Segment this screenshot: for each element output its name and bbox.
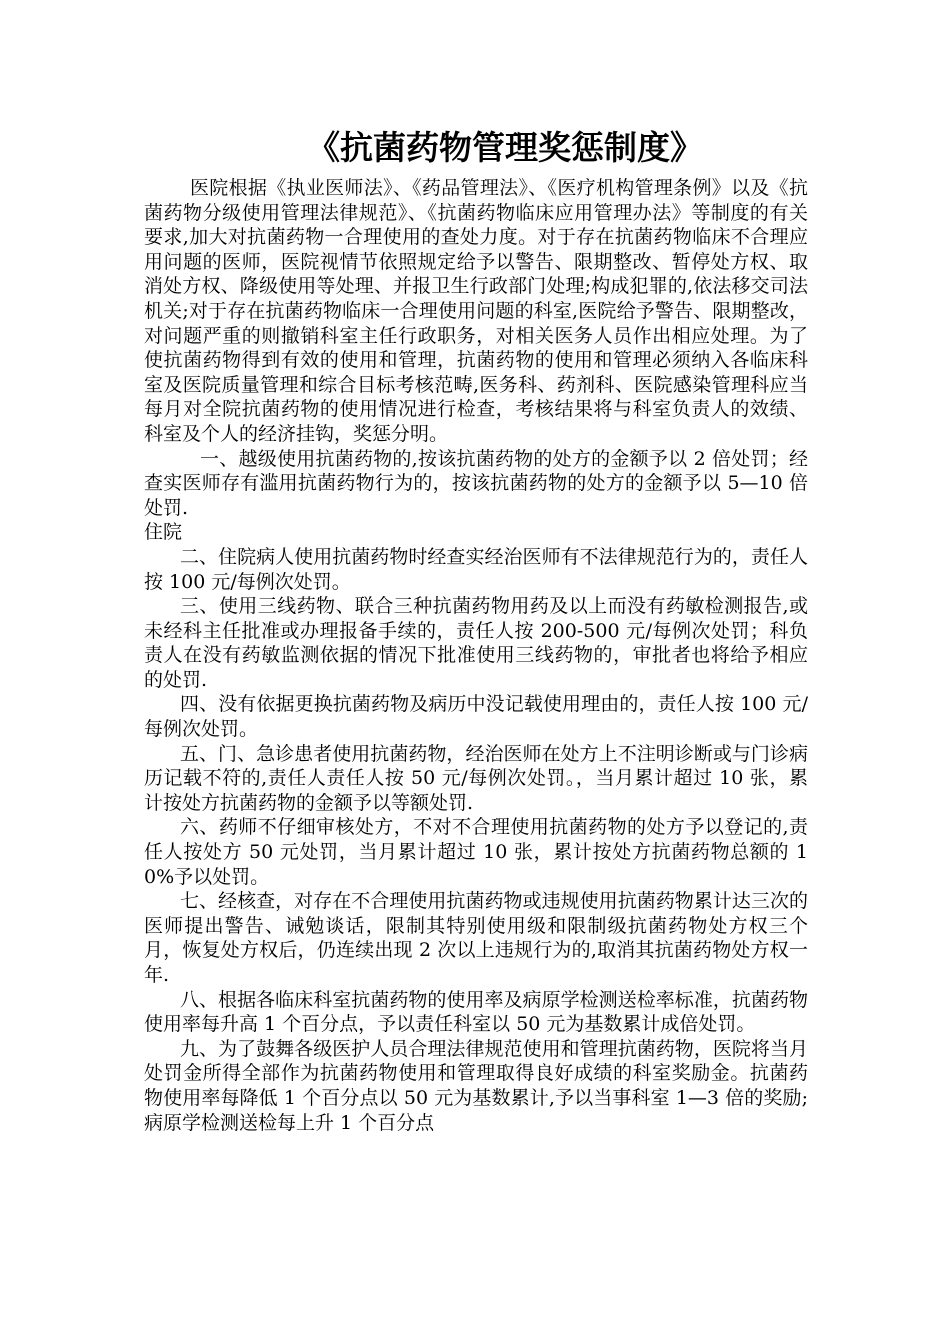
rule-3-paragraph: 三、使用三线药物、联合三种抗菌药物用药及以上而没有药敏检测报告,或未经科主任批准或办理报备手续的，责任人按 200-500 元/每例次处罚；科负责人在没有药敏监测依据的情况下批准使用三线药物的，审批者也将给予相应的处罚. — [144, 595, 808, 691]
rule-4-paragraph: 四、没有依据更换抗菌药物及病历中没记载使用理由的，责任人按 100 元/每例次处罚。 — [144, 693, 808, 741]
rule-2-paragraph: 二、住院病人使用抗菌药物时经查实经治医师有不法律规范行为的，责任人按 100 元/每例次处罚。 — [144, 545, 808, 593]
rule-6-paragraph: 六、药师不仔细审核处方，不对不合理使用抗菌药物的处方予以登记的,责任人按处方 50 元处罚，当月累计超过 10 张，累计按处方抗菌药物总额的 10%予以处罚。 — [144, 816, 808, 888]
rule-8-paragraph: 八、根据各临床科室抗菌药物的使用率及病原学检测送检率标准，抗菌药物使用率每升高 1 个百分点，予以责任科室以 50 元为基数累计成倍处罚。 — [144, 988, 808, 1036]
document-title: 《抗菌药物管理奖惩制度》 — [307, 128, 703, 167]
section-label-inpatient: 住院 — [144, 521, 183, 544]
intro-paragraph: 医院根据《执业医师法》、《药品管理法》、《医疗机构管理条例》以及《抗菌药物分级使用管理法律规范》、《抗菌药物临床应用管理办法》等制度的有关要求,加大对抗菌药物一合理使用的查处力度。对于存在抗菌药物临床不合理应用问题的医师，医院视情节依照规定给予以警告、限期整改、暂停处方权、取消处方权、降级使用等处理、并报卫生行政部门处理;构成犯罪的,依法移交司法机关;对于存在抗菌药物临床一合理使用问题的科室,医院给予警告、限期整改，对问题严重的则撤销科室主任行政职务，对相关医务人员作出相应处理。为了使抗菌药物得到有效的使用和管理，抗菌药物的使用和管理必须纳入各临床科室及医院质量管理和综合目标考核范畴,医务科、药剂科、医院感染管理科应当每月对全院抗菌药物的使用情况进行检查，考核结果将与科室负责人的效绩、科室及个人的经济挂钩，奖惩分明。 — [144, 177, 808, 445]
document-body — [144, 176, 808, 1135]
rule-9-paragraph: 九、为了鼓舞各级医护人员合理法律规范使用和管理抗菌药物，医院将当月处罚金所得全部作为抗菌药物使用和管理取得良好成绩的科室奖励金。抗菌药物使用率每降低 1 个百分点以 50 元为基数累计,予以当事科室 1—3 倍的奖励;病原学检测送检每上升 1 个百分点 — [144, 1037, 808, 1134]
rule-5-paragraph: 五、门、急诊患者使用抗菌药物，经治医师在处方上不注明诊断或与门诊病历记载不符的,责任人责任人按 50 元/每例次处罚。，当月累计超过 10 张，累计按处方抗菌药物的金额予以等额处罚. — [144, 742, 808, 814]
rule-7-paragraph: 七、经核查，对存在不合理使用抗菌药物或违规使用抗菌药物累计达三次的医师提出警告、诫勉谈话，限制其特别使用级和限制级抗菌药物处方权三个月，恢复处方权后，仍连续出现 2 次以上违规行为的,取消其抗菌药物处方权一年. — [144, 890, 808, 986]
rule-1-paragraph: 一、越级使用抗菌药物的,按该抗菌药物的处方的金额予以 2 倍处罚；经查实医师存有滥用抗菌药物行为的，按该抗菌药物的处方的金额予以 5—10 倍处罚. — [144, 447, 808, 519]
